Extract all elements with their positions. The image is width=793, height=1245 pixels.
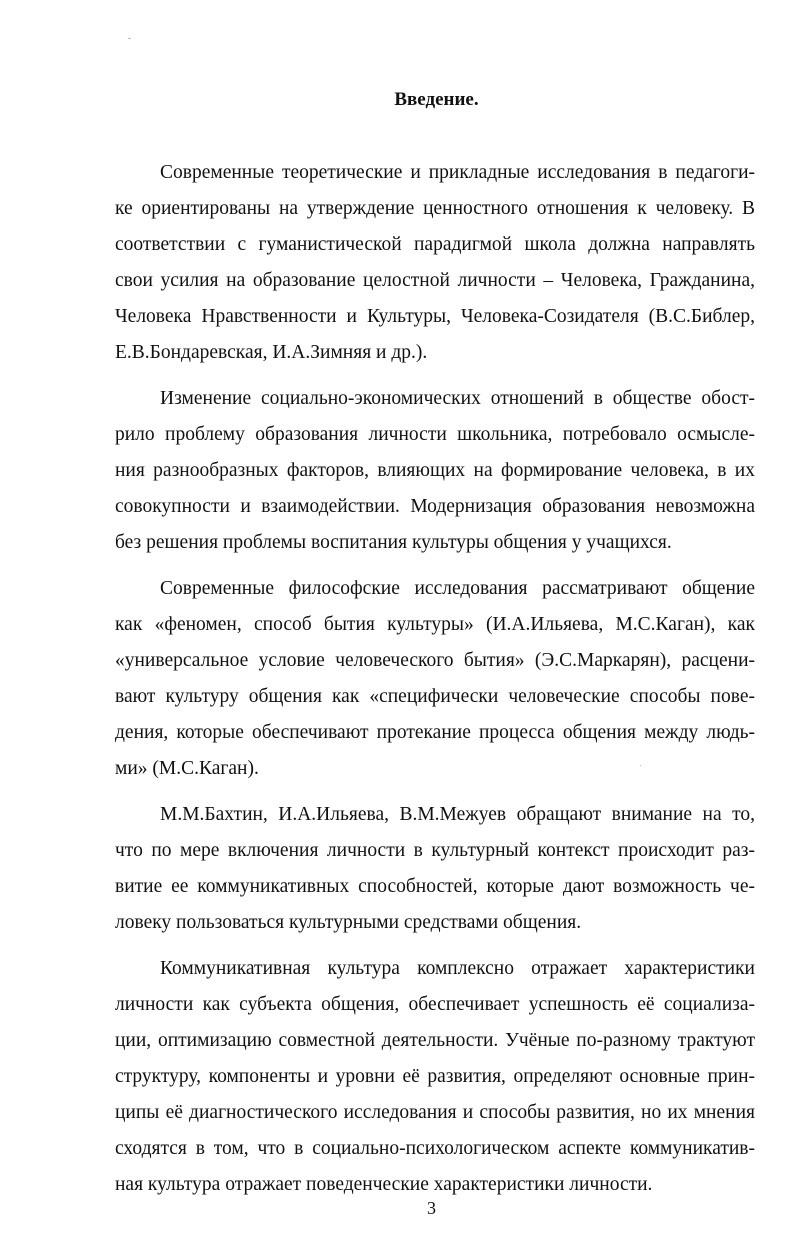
text-line: ции, оптимизацию совместной деятельности. Учёные по-разному трактуют [115, 1030, 755, 1051]
text-line: ная культура отражает поведенческие характеристики личности. [115, 1174, 653, 1195]
paragraph-3 [115, 571, 755, 787]
text-line: вают культуру общения как «специфически человеческие способы пове- [115, 686, 755, 707]
page-title: Введение. [394, 89, 479, 110]
scan-artifact [128, 38, 131, 39]
text-line: свои усилия на образование целостной личности – Человека, Гражданина, [115, 270, 755, 291]
paragraph-5 [115, 951, 755, 1203]
paragraph-4 [115, 797, 755, 941]
paragraph-2 [115, 381, 755, 561]
paragraph-1 [115, 155, 755, 371]
text-line: ловеку пользоваться культурными средствами общения. [115, 912, 582, 933]
text-line: ми» (М.С.Каган). [115, 758, 259, 779]
text-line: Человека Нравственности и Культуры, Человека-Созидателя (В.С.Библер, [115, 306, 755, 327]
text-line: «универсальное условие человеческого бытия» (Э.С.Маркарян), расцени- [115, 650, 755, 671]
text-line: дения, которые обеспечивают протекание процесса общения между людь- [115, 722, 755, 743]
text-line: соответствии с гуманистической парадигмой школа должна направлять [115, 234, 755, 255]
text-line: Коммуникативная культура комплексно отражает характеристики [160, 958, 755, 979]
page-number: 3 [427, 1198, 436, 1218]
text-line: ке ориентированы на утверждение ценностного отношения к человеку. В [115, 198, 755, 219]
text-line: личности как субъекта общения, обеспечивает успешность её социализа- [115, 994, 755, 1015]
text-line: как «феномен, способ бытия культуры» (И.А.Ильяева, М.С.Каган), как [115, 614, 755, 635]
text-line: М.М.Бахтин, И.А.Ильяева, В.М.Межуев обращают внимание на то, [160, 804, 755, 825]
text-line: что по мере включения личности в культурный контекст происходит раз- [115, 840, 755, 861]
text-line: Изменение социально-экономических отношений в обществе обост- [160, 388, 755, 409]
text-line: совокупности и взаимодействии. Модернизация образования невозможна [115, 496, 755, 517]
document-body [115, 155, 755, 1203]
text-line: Современные философские исследования рассматривают общение [160, 578, 755, 599]
text-line: ципы её диагностического исследования и способы развития, но их мнения [115, 1102, 755, 1123]
text-line: структуру, компоненты и уровни её развития, определяют основные прин- [115, 1066, 755, 1087]
text-line: без решения проблемы воспитания культуры общения у учащихся. [115, 532, 672, 553]
text-line: сходятся в том, что в социально-психологическом аспекте коммуникатив- [115, 1138, 755, 1159]
text-line: рило проблему образования личности школьника, потребовало осмысле- [115, 424, 755, 445]
text-line: ния разнообразных факторов, влияющих на формирование человека, в их [115, 460, 755, 481]
text-line: Е.В.Бондаревская, И.А.Зимняя и др.). [115, 342, 428, 363]
text-line: витие ее коммуникативных способностей, которые дают возможность че- [115, 876, 755, 897]
text-line: Современные теоретические и прикладные исследования в педагоги- [160, 162, 755, 183]
